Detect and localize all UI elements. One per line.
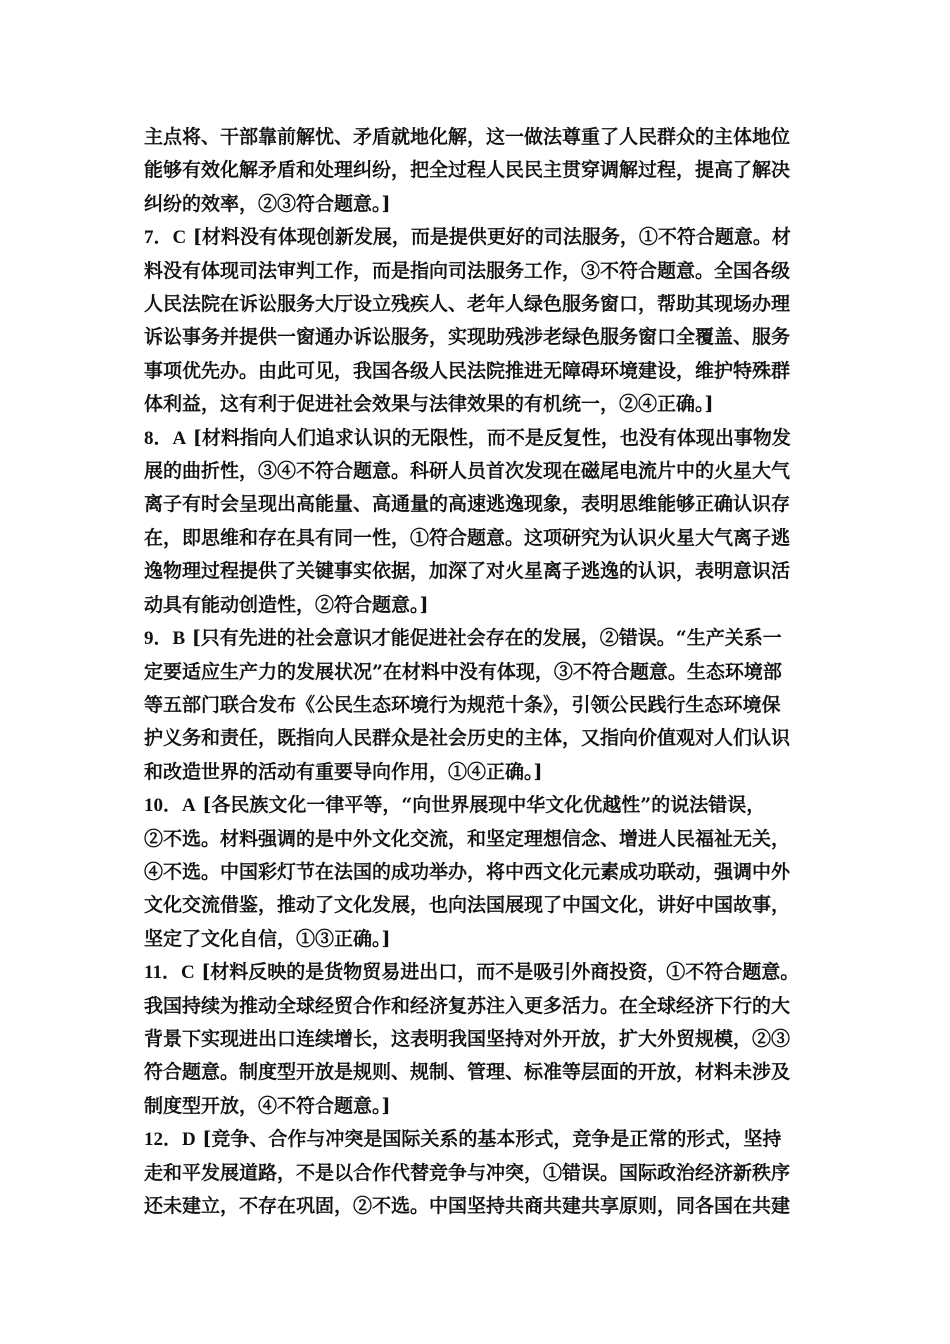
text-line: [材料指向人们追求认识的无限性，而不是反复性，也没有体现出事物发 <box>192 426 791 449</box>
text-line: [各民族文化一律平等，“向世界展现中华文化优越性”的说法错误， <box>202 794 766 817</box>
text-line: 展的曲折性，③④不符合题意。科研人员首次发现在磁尾电流片中的火星大气 <box>144 460 791 483</box>
answer-explanations-page <box>144 121 811 1223</box>
answer-7 <box>144 221 811 421</box>
text-line: 人民法院在诉讼服务大厅设立残疾人、老年人绿色服务窗口，帮助其现场办理 <box>144 293 791 316</box>
answer-number: 9．B <box>144 628 186 650</box>
answer-11 <box>144 956 811 1123</box>
text-line: 走和平发展道路，不是以合作代替竞争与冲突，①错误。国际政治经济新秩序 <box>144 1161 791 1184</box>
text-line: 纠纷的效率，②③符合题意。] <box>144 192 391 215</box>
text-line: [竞争、合作与冲突是国际关系的基本形式，竞争是正常的形式，坚持 <box>202 1128 782 1151</box>
text-line: 文化交流借鉴，推动了文化发展，也向法国展现了中国文化，讲好中国故事， <box>144 894 791 917</box>
text-line: 料没有体现司法审判工作，而是指向司法服务工作，③不符合题意。全国各级 <box>144 259 791 282</box>
text-line: ②不选。材料强调的是中外文化交流，和坚定理想信念、增进人民福祉无关， <box>144 827 791 850</box>
answer-number: 8．A <box>144 427 187 449</box>
text-line: 离子有时会呈现出高能量、高通量的高速逃逸现象，表明思维能够正确认识存 <box>144 493 791 516</box>
answer-12 <box>144 1123 811 1223</box>
text-line: 逸物理过程提供了关键事实依据，加深了对火星离子逃逸的认识，表明意识活 <box>144 560 791 583</box>
text-line: [只有先进的社会意识才能促进社会存在的发展，②错误。“生产关系一 <box>191 627 782 650</box>
text-line: 动具有能动创造性，②符合题意。] <box>144 593 429 616</box>
text-line: 符合题意。制度型开放是规则、规制、管理、标准等层面的开放，材料未涉及 <box>144 1061 791 1084</box>
text-line: 能够有效化解矛盾和处理纠纷，把全过程人民民主贯穿调解过程，提高了解决 <box>144 159 791 182</box>
answer-number: 11．C <box>144 962 195 984</box>
answer-number: 7．C <box>144 227 187 249</box>
text-line: 我国持续为推动全球经贸合作和经济复苏注入更多活力。在全球经济下行的大 <box>144 994 791 1017</box>
text-line: [材料反映的是货物贸易进出口，而不是吸引外商投资，①不符合题意。 <box>201 961 800 984</box>
text-line: 定要适应生产力的发展状况”在材料中没有体现，③不符合题意。生态环境部 <box>144 660 782 683</box>
text-line: 等五部门联合发布《公民生态环境行为规范十条》，引领公民践行生态环境保 <box>144 693 781 716</box>
answer-8 <box>144 422 811 622</box>
text-line: 诉讼事务并提供一窗通办诉讼服务，实现助残涉老绿色服务窗口全覆盖、服务 <box>144 326 791 349</box>
text-line: 在，即思维和存在具有同一性，①符合题意。这项研究为认识火星大气离子逃 <box>144 526 791 549</box>
answer-10 <box>144 789 811 956</box>
text-line: 护义务和责任，既指向人民群众是社会历史的主体，又指向价值观对人们认识 <box>144 727 791 750</box>
answer-number: 12．D <box>144 1129 196 1151</box>
answer-9 <box>144 622 811 789</box>
text-line: [材料没有体现创新发展，而是提供更好的司法服务，①不符合题意。材 <box>192 226 791 249</box>
text-line: 坚定了文化自信，①③正确。] <box>144 927 391 950</box>
text-line: ④不选。中国彩灯节在法国的成功举办，将中西文化元素成功联动，强调中外 <box>144 860 791 883</box>
text-line: 背景下实现进出口连续增长，这表明我国坚持对外开放，扩大外贸规模，②③ <box>144 1027 791 1050</box>
text-line: 制度型开放，④不符合题意。] <box>144 1094 391 1117</box>
text-line: 体利益，这有利于促进社会效果与法律效果的有机统一，②④正确。] <box>144 393 714 416</box>
answer-number: 10．A <box>144 795 196 817</box>
continued-explanation <box>144 121 811 221</box>
text-line: 和改造世界的活动有重要导向作用，①④正确。] <box>144 760 543 783</box>
text-line: 还未建立，不存在巩固，②不选。中国坚持共商共建共享原则，同各国在共建 <box>144 1195 791 1217</box>
text-line: 主点将、干部靠前解忧、矛盾就地化解，这一做法尊重了人民群众的主体地位 <box>144 126 791 148</box>
text-line: 事项优先办。由此可见，我国各级人民法院推进无障碍环境建设，维护特殊群 <box>144 359 791 382</box>
